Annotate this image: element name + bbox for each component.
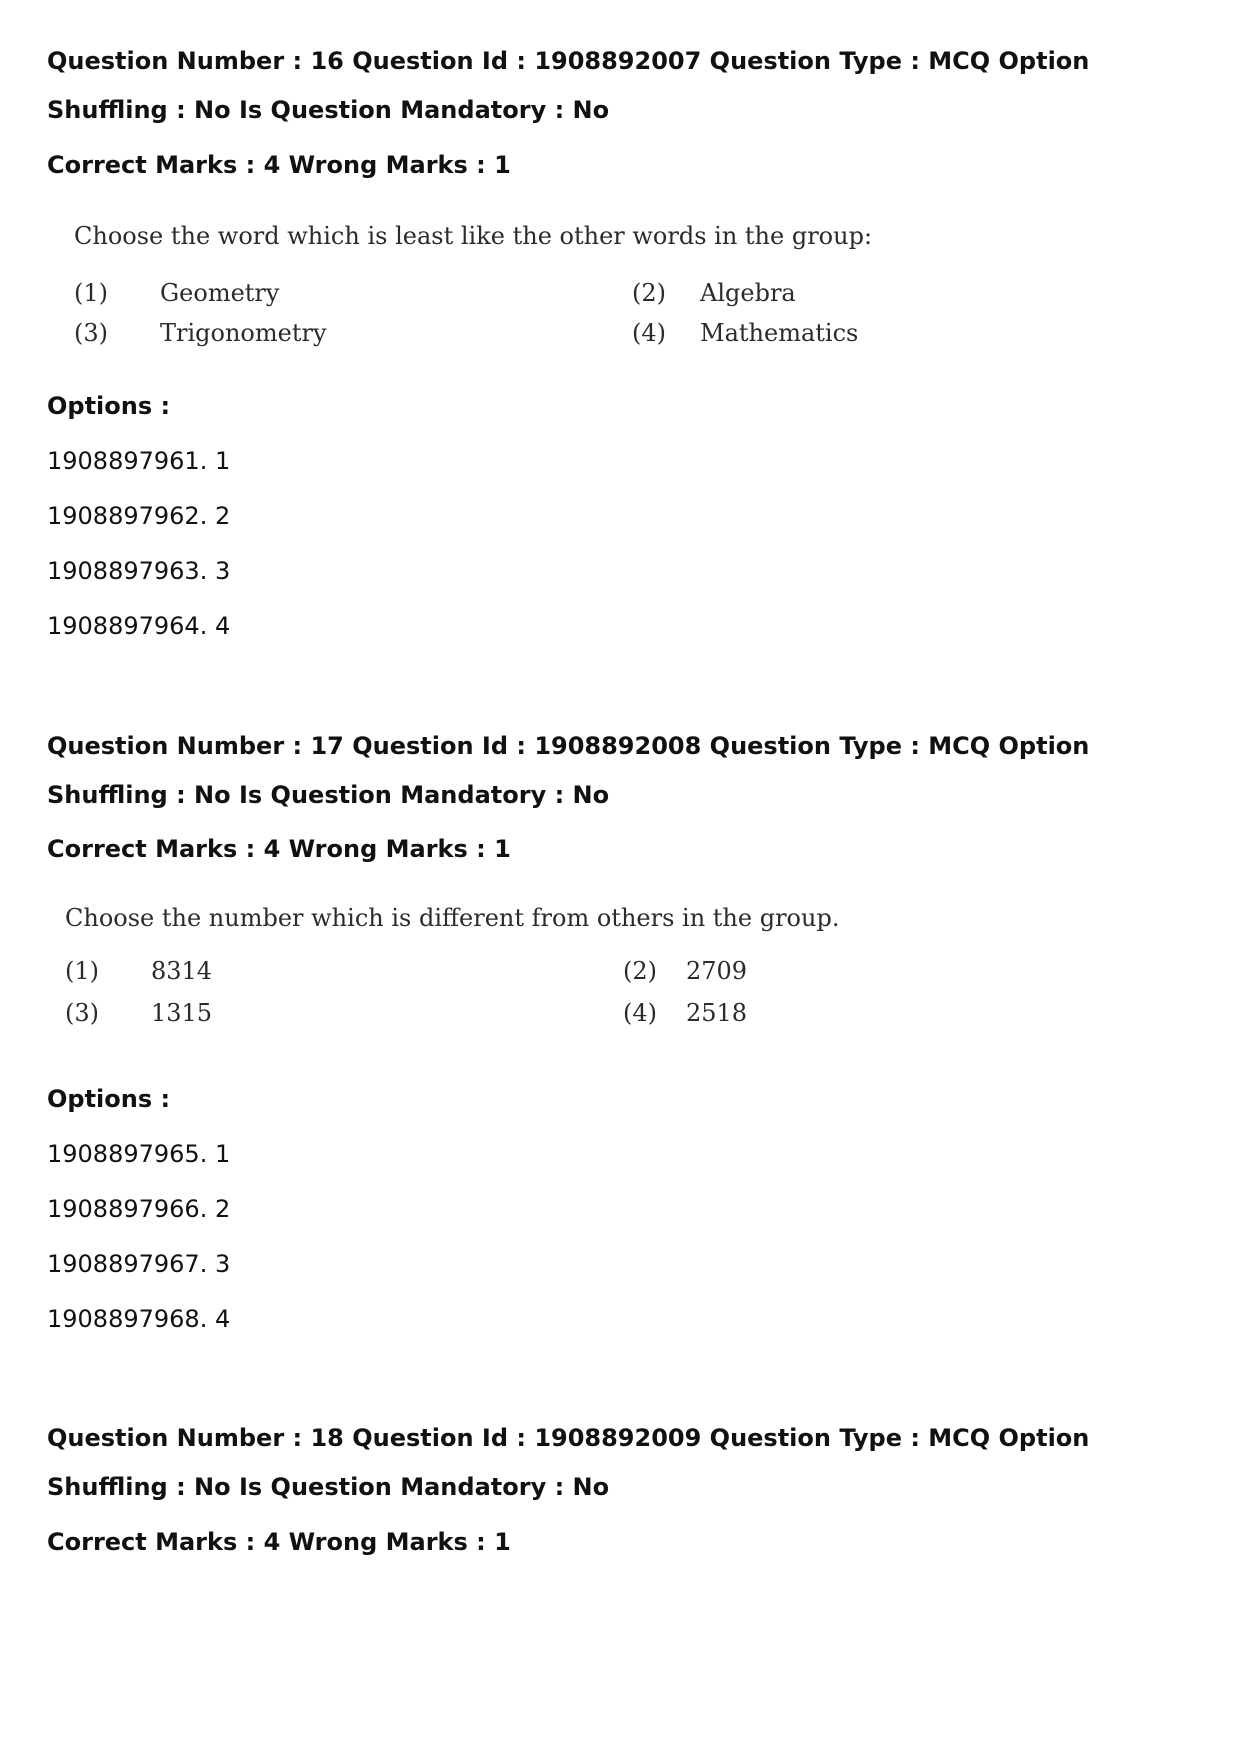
option-item: 1908897966. 2 xyxy=(47,1195,231,1223)
option-item: 1908897967. 3 xyxy=(47,1250,231,1278)
question-18-header-block xyxy=(47,1414,1217,1512)
question-16-marks-block xyxy=(47,150,1217,180)
option-item: 1908897961. 1 xyxy=(47,447,231,475)
marks-line: Correct Marks : 4 Wrong Marks : 1 xyxy=(47,151,511,179)
choice-text: Mathematics xyxy=(700,319,859,347)
question-17-image xyxy=(65,904,865,1039)
question-18-marks-block xyxy=(47,1527,1217,1557)
choice-number: (1) xyxy=(74,279,108,307)
choice-number: (2) xyxy=(623,957,657,985)
choice-text: Trigonometry xyxy=(160,319,327,347)
choice-text: Algebra xyxy=(700,279,796,307)
question-17-header-block xyxy=(47,722,1217,820)
marks-line: Correct Marks : 4 Wrong Marks : 1 xyxy=(47,835,511,863)
question-16-header-block xyxy=(47,37,1217,135)
choice-number: (2) xyxy=(632,279,666,307)
option-item: 1908897962. 2 xyxy=(47,502,231,530)
question-16-image xyxy=(74,222,874,357)
option-item: 1908897964. 4 xyxy=(47,612,231,640)
option-item: 1908897968. 4 xyxy=(47,1305,231,1333)
question-stem: Choose the word which is least like the other words in the group: xyxy=(74,222,873,250)
question-header: Question Number : 16 Question Id : 1908892007 Question Type : MCQ Option Shuffling : No Is Question Mandatory : No xyxy=(47,47,1090,124)
options-label: Options : xyxy=(47,392,171,420)
option-item: 1908897963. 3 xyxy=(47,557,231,585)
choice-number: (4) xyxy=(623,999,657,1027)
choice-text: 1315 xyxy=(151,999,213,1027)
choice-text: 8314 xyxy=(151,957,213,985)
options-label: Options : xyxy=(47,1085,171,1113)
question-17-marks-block xyxy=(47,834,1217,864)
choice-text: 2709 xyxy=(686,957,748,985)
marks-line: Correct Marks : 4 Wrong Marks : 1 xyxy=(47,1528,511,1556)
choice-number: (1) xyxy=(65,957,99,985)
question-header: Question Number : 18 Question Id : 1908892009 Question Type : MCQ Option Shuffling : No Is Question Mandatory : No xyxy=(47,1424,1090,1501)
question-header: Question Number : 17 Question Id : 1908892008 Question Type : MCQ Option Shuffling : No Is Question Mandatory : No xyxy=(47,732,1090,809)
choice-number: (4) xyxy=(632,319,666,347)
question-stem: Choose the number which is different from others in the group. xyxy=(65,904,840,932)
choice-text: 2518 xyxy=(686,999,748,1027)
choice-number: (3) xyxy=(65,999,99,1027)
option-item: 1908897965. 1 xyxy=(47,1140,231,1168)
choice-text: Geometry xyxy=(160,279,280,307)
choice-number: (3) xyxy=(74,319,108,347)
